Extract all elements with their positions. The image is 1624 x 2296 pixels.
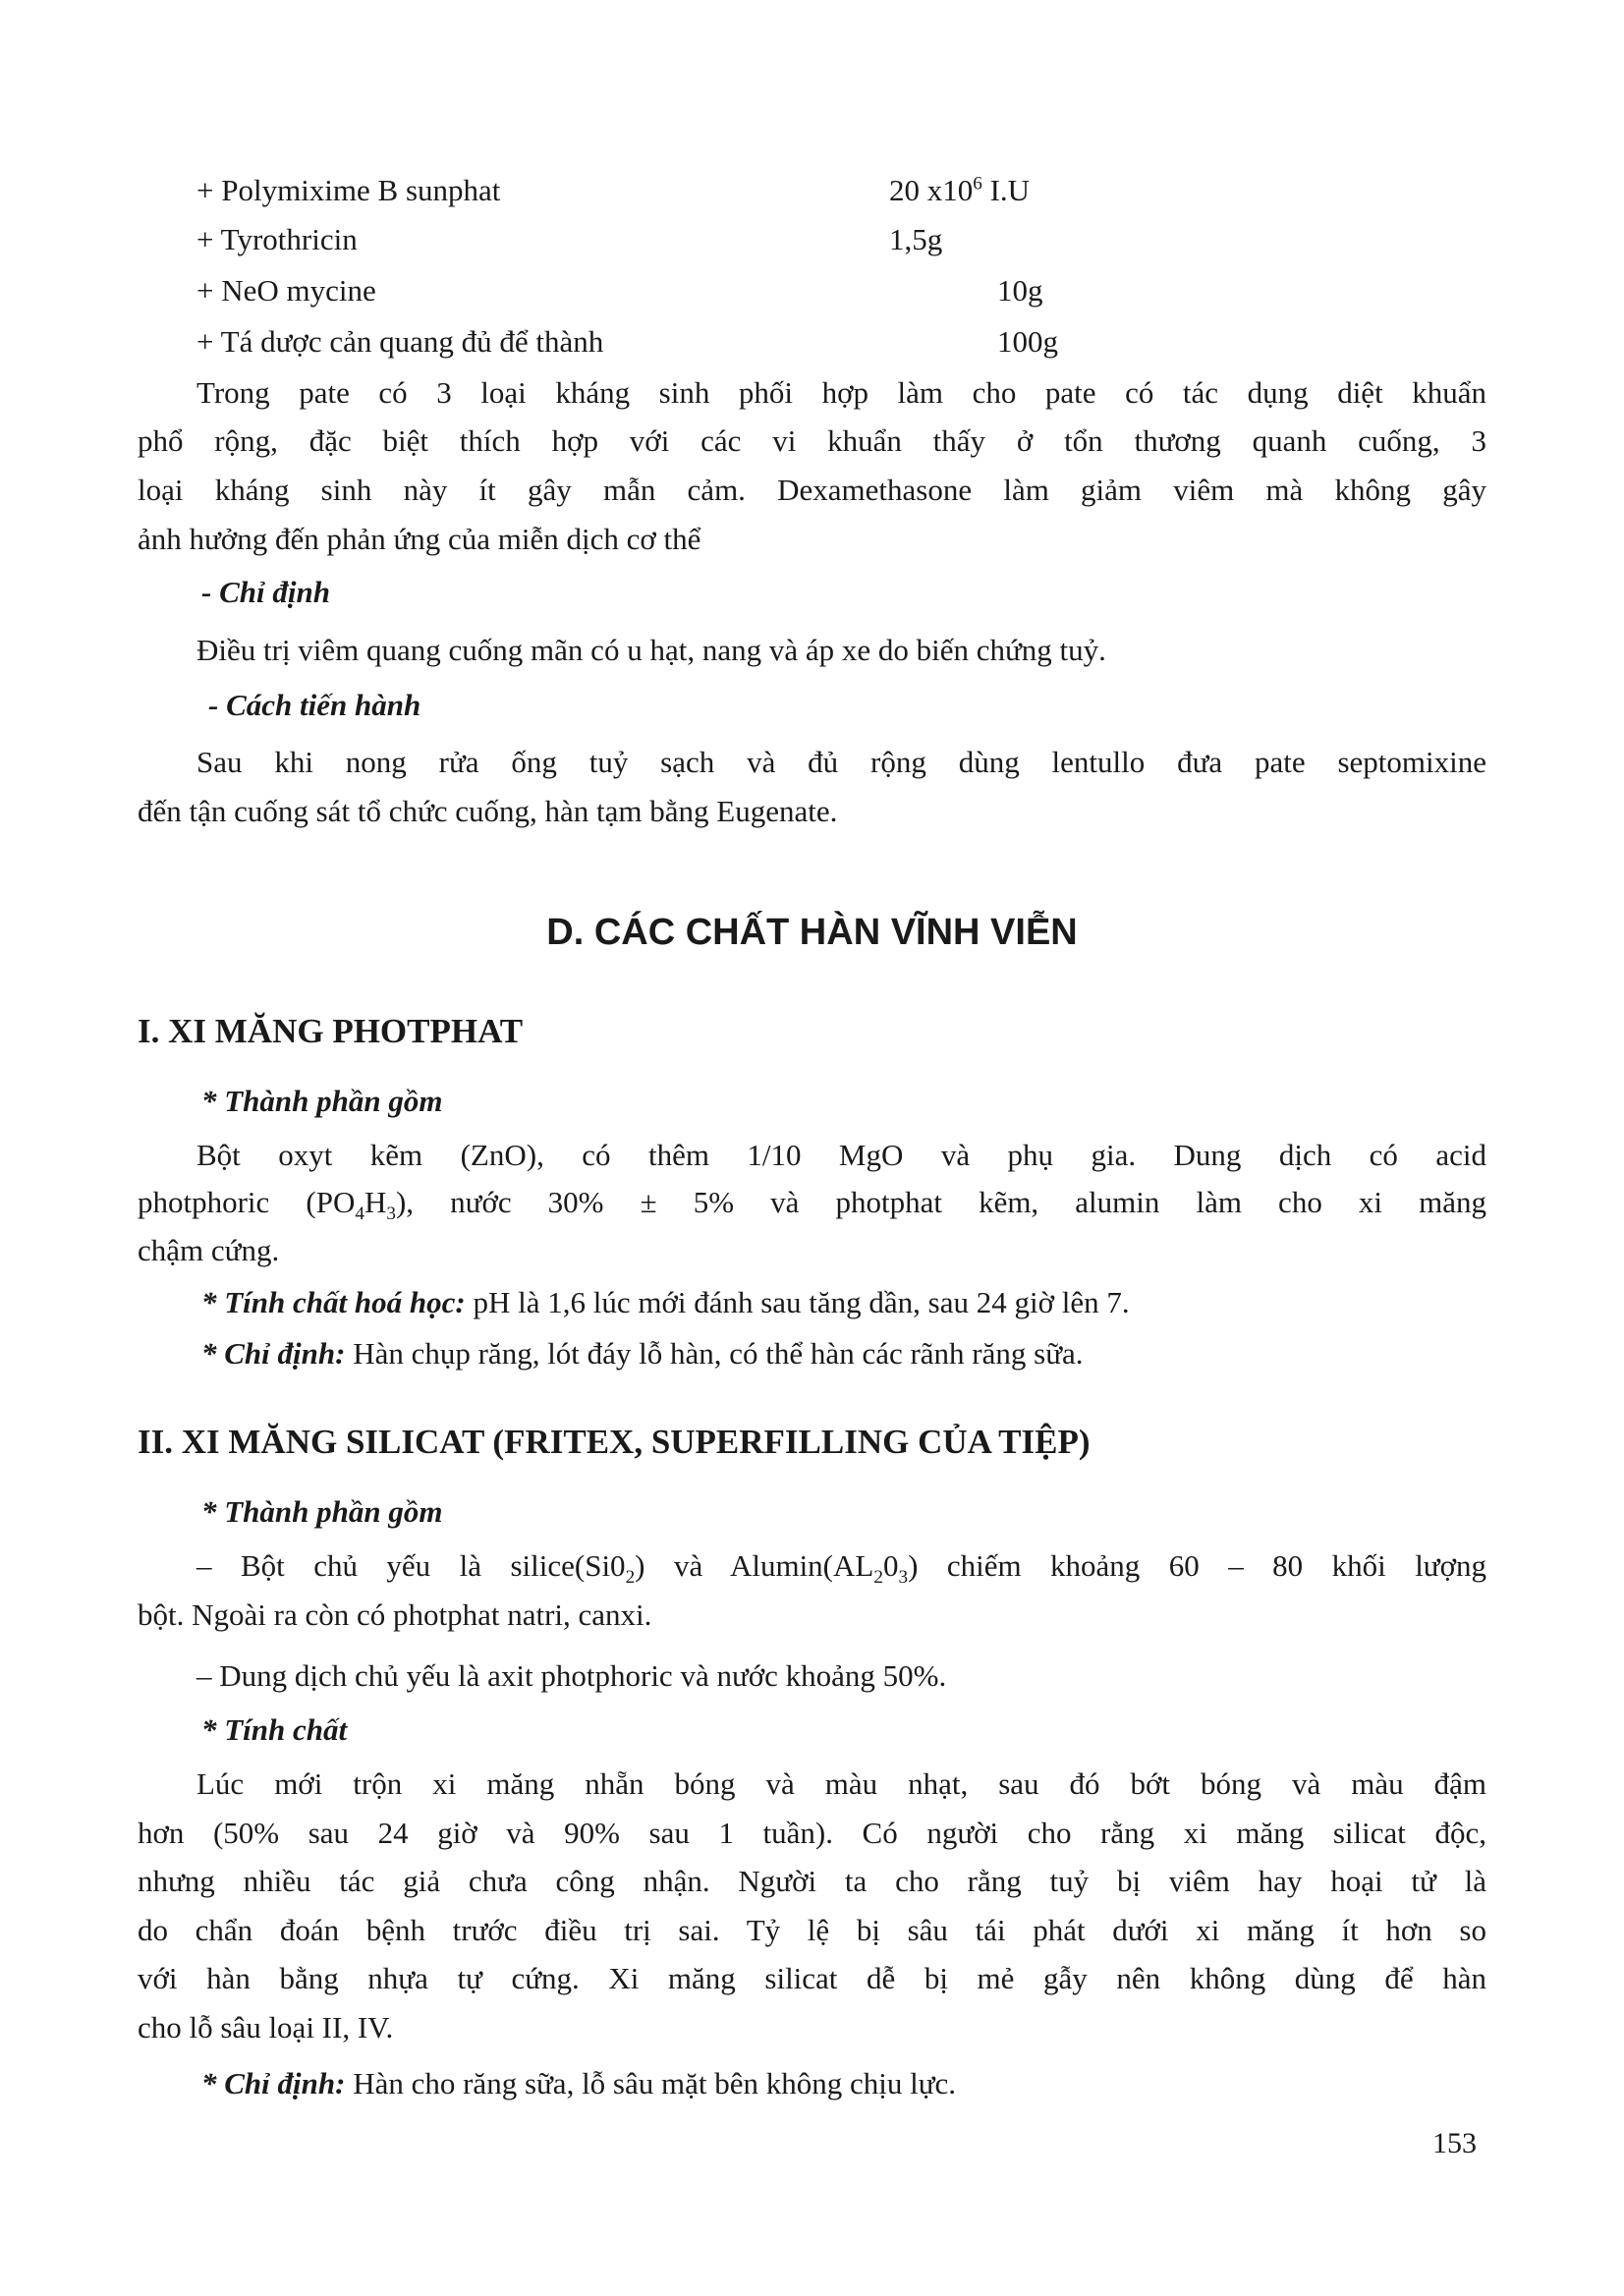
ingredient-amount: 10g (997, 273, 1043, 308)
paragraph-line: loại kháng sinh này ít gây mẫn cảm. Dexamethasone làm giảm viêm mà không gây (138, 473, 1486, 507)
section-1-title: I. XI MĂNG PHOTPHAT (138, 1012, 524, 1050)
subheading-thanh-phan: * Thành phần gồm (201, 1084, 443, 1118)
paragraph-line: với hàn bằng nhựa tự cứng. Xi măng silicat dễ bị mẻ gẫy nên không dùng để hàn (138, 1961, 1486, 1995)
paragraph-line: Điều trị viêm quang cuống mãn có u hạt, nang và áp xe do biến chứng tuỷ. (196, 633, 1106, 667)
paragraph-line: hơn (50% sau 24 giờ và 90% sau 1 tuần). Có người cho rằng xi măng silicat độc, (138, 1816, 1486, 1850)
paragraph-line: bột. Ngoài ra còn có photphat natri, canxi. (138, 1597, 652, 1632)
paragraph-line: Trong pate có 3 loại kháng sinh phối hợp làm cho pate có tác dụng diệt khuẩn (196, 375, 1486, 410)
paragraph-line: Lúc mới trộn xi măng nhẵn bóng và màu nhạt, sau đó bớt bóng và màu đậm (196, 1766, 1486, 1801)
paragraph-line: chậm cứng. (138, 1233, 280, 1267)
paragraph-line: do chẩn đoán bệnh trước điều trị sai. Tỷ lệ bị sâu tái phát dưới xi măng ít hơn so (138, 1913, 1486, 1947)
paragraph-line: Sau khi nong rửa ống tuỷ sạch và đủ rộng dùng lentullo đưa pate septomixine (196, 745, 1486, 779)
subheading-tinh-chat: * Tính chất (201, 1712, 348, 1747)
page-number: 153 (1432, 2127, 1477, 2159)
ingredient-amount: 20 $x10^6$ I.U (889, 173, 1031, 207)
paragraph-line: * Chỉ định: Hàn chụp răng, lót đáy lỗ hàn, có thể hàn các rãnh răng sữa. (201, 1336, 1084, 1371)
subheading-chi-dinh: - Chỉ định (201, 575, 330, 609)
subheading-thanh-phan: * Thành phần gồm (201, 1494, 443, 1529)
section-d-title: D. CÁC CHẤT HÀN VĨNH VIỄN (546, 912, 1078, 953)
paragraph-line: * Chỉ định: Hàn cho răng sữa, lỗ sâu mặt bên không chịu lực. (201, 2066, 957, 2100)
paragraph-line: photphoric $(PO_4H_3)$, nước 30% ± 5% và photphat kẽm, alumin làm cho xi măng (138, 1185, 1486, 1225)
ingredient-amount: 100g (997, 324, 1058, 359)
ingredient-name: + NeO mycine (196, 273, 376, 308)
paragraph-line: đến tận cuống sát tổ chức cuống, hàn tạm bằng Eugenate. (138, 794, 838, 828)
ingredient-name: + Polymixime B sunphat (196, 173, 501, 207)
paragraph-line: Bột oxyt kẽm (ZnO), có thêm 1/10 MgO và phụ gia. Dung dịch có acid (196, 1138, 1486, 1172)
paragraph-line: – Dung dịch chủ yếu là axit photphoric và nước khoảng 50%. (196, 1658, 947, 1693)
paragraph-line: nhưng nhiều tác giả chưa công nhận. Người ta cho rằng tuỷ bị viêm hay hoại tử là (138, 1864, 1486, 1898)
ingredient-name: + Tyrothricin (196, 222, 358, 256)
subheading-cach-tien-hanh: - Cách tiến hành (208, 688, 421, 722)
paragraph-line: – Bột chủ yếu là $silice(Si0_2)$ và $Alumin(AL_20_3)$ chiếm khoảng 60 – 80 khối lượng (196, 1548, 1487, 1589)
ingredient-name: + Tá dược cản quang đủ để thành (196, 324, 604, 359)
paragraph-line: cho lỗ sâu loại II, IV. (138, 2010, 394, 2044)
section-2-title: II. XI MĂNG SILICAT (FRITEX, SUPERFILLING CỦA TIỆP) (138, 1423, 1091, 1461)
paragraph-line: ảnh hưởng đến phản ứng của miễn dịch cơ thể (138, 522, 701, 556)
paragraph-line: phổ rộng, đặc biệt thích hợp với các vi khuẩn thấy ở tổn thương quanh cuống, 3 (138, 423, 1486, 458)
ingredient-amount: 1,5g (889, 222, 943, 256)
paragraph-line: * Tính chất hoá học: pH là 1,6 lúc mới đánh sau tăng dần, sau 24 giờ lên 7. (201, 1285, 1130, 1319)
